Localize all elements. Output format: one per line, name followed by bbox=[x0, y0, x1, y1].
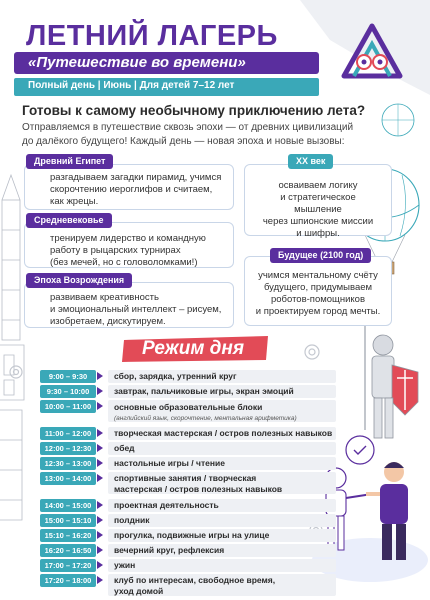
building-sketch bbox=[0, 175, 24, 520]
arrow-icon bbox=[97, 576, 103, 584]
intro-text-line: до далёкого будущего! Каждый день — новая эпоха и новые вызовы: bbox=[22, 136, 345, 147]
schedule-activity bbox=[114, 575, 336, 597]
arrow-icon bbox=[97, 501, 103, 509]
activity-text: мастерская / остров полезных навыков bbox=[114, 484, 283, 494]
arrow-icon bbox=[97, 546, 103, 554]
activity-text: клуб по интересам, свободное время, bbox=[114, 575, 276, 585]
era-text-line: тренируем лидерство и командную bbox=[50, 233, 206, 244]
schedule-time: 17:00 – 17:20 bbox=[40, 559, 96, 572]
era-text-line: будущего, придумываем bbox=[263, 282, 373, 293]
schedule-time: 14:00 – 15:00 bbox=[40, 499, 96, 512]
era-text-line: осваиваем логику bbox=[278, 180, 358, 191]
schedule-time: 15:00 – 15:10 bbox=[40, 514, 96, 527]
schedule-time: 15:10 – 16:20 bbox=[40, 529, 96, 542]
arrow-icon bbox=[97, 531, 103, 539]
schedule-time: 9:00 – 9:30 bbox=[40, 370, 96, 383]
era-text-line: и шифры. bbox=[296, 228, 340, 239]
schedule-time: 13:00 – 14:00 bbox=[40, 472, 96, 485]
era-text-line: через шпионские миссии bbox=[262, 216, 374, 227]
schedule-time: 12:00 – 12:30 bbox=[40, 442, 96, 455]
schedule-activity: полдник bbox=[114, 515, 150, 525]
activity-note: (английский язык, скорочтение, ментальная арифметика) bbox=[114, 415, 297, 422]
schedule-time: 9:30 – 10:00 bbox=[40, 385, 96, 398]
activity-text: основные образовательные блоки bbox=[114, 402, 263, 412]
era-text-line: разгадываем загадки пирамид, учимся bbox=[50, 172, 222, 183]
page-title: ЛЕТНИЙ ЛАГЕРЬ bbox=[26, 20, 278, 52]
era-label-medieval: Средневековье bbox=[26, 213, 112, 228]
arrow-icon bbox=[97, 474, 103, 482]
era-text-egypt bbox=[50, 172, 221, 208]
arrow-icon bbox=[97, 516, 103, 524]
schedule-time: 12:30 – 13:00 bbox=[40, 457, 96, 470]
schedule-activity: обед bbox=[114, 443, 135, 453]
schedule-activity: вечерний круг, рефлексия bbox=[114, 545, 225, 555]
era-text-line: скорочтению иероглифов и считаем, bbox=[50, 184, 213, 195]
era-text-20th-century bbox=[256, 180, 380, 240]
schedule-activity: проектная деятельность bbox=[114, 500, 219, 510]
era-text-line: и проектируем город мечты. bbox=[255, 306, 381, 317]
schedule-activity: прогулка, подвижные игры на улице bbox=[114, 530, 270, 540]
arrow-icon bbox=[97, 561, 103, 569]
era-label-egypt: Древний Египет bbox=[26, 154, 113, 169]
arrow-icon bbox=[97, 459, 103, 467]
activity-text: уход домой bbox=[114, 586, 164, 596]
arrow-icon bbox=[97, 429, 103, 437]
era-text-line: развиваем креативность bbox=[50, 292, 159, 303]
era-text-line: (без мечей, но с головоломками!) bbox=[50, 257, 198, 268]
era-label-20th-century: XX век bbox=[288, 154, 333, 169]
schedule-activity: настольные игры / чтение bbox=[114, 458, 225, 468]
era-text-line: и эмоциональный интеллект – рисуем, bbox=[50, 304, 222, 315]
arrow-icon bbox=[97, 387, 103, 395]
camp-info: Полный день | Июнь | Для детей 7–12 лет bbox=[28, 80, 235, 91]
schedule-time: 11:00 – 12:00 bbox=[40, 427, 96, 440]
intro-text bbox=[22, 121, 372, 149]
era-text-renaissance bbox=[50, 292, 221, 328]
schedule-activity: творческая мастерская / остров полезных навыков bbox=[114, 428, 333, 438]
schedule-activity: завтрак, пальчиковые игры, экран эмоций bbox=[114, 386, 294, 396]
era-text-line: учимся ментальному счёту bbox=[258, 270, 378, 281]
schedule-time: 16:20 – 16:50 bbox=[40, 544, 96, 557]
era-label-renaissance: Эпоха Возрождения bbox=[26, 273, 132, 288]
arrow-icon bbox=[97, 372, 103, 380]
schedule-activity: сбор, зарядка, утренний круг bbox=[114, 371, 237, 381]
era-text-line: работу в рыцарских турнирах bbox=[50, 245, 181, 256]
arrow-icon bbox=[97, 402, 103, 410]
activity-text: спортивные занятия / творческая bbox=[114, 473, 257, 483]
schedule-title: Режим дня bbox=[142, 338, 245, 359]
schedule-time: 10:00 – 11:00 bbox=[40, 400, 96, 413]
era-text-line: как жрецы. bbox=[50, 196, 99, 207]
schedule-time: 17:20 – 18:00 bbox=[40, 574, 96, 587]
intro-headline: Готовы к самому необычному приключению лета? bbox=[22, 103, 366, 118]
arrow-icon bbox=[97, 444, 103, 452]
era-text-line: роботов-помощников bbox=[270, 294, 366, 305]
intro-text-line: Отправляемся в путешествие сквозь эпохи — от древних цивилизаций bbox=[22, 122, 354, 133]
era-text-medieval bbox=[50, 233, 206, 269]
era-text-future bbox=[248, 270, 388, 318]
page-subtitle: «Путешествие во времени» bbox=[28, 54, 246, 71]
schedule-activity: ужин bbox=[114, 560, 136, 570]
schedule-activity bbox=[114, 402, 336, 424]
schedule-activity bbox=[114, 473, 336, 495]
era-text-line: изобретаем, дискутируем. bbox=[50, 316, 166, 327]
era-text-line: и стратегическое мышление bbox=[280, 192, 356, 215]
era-label-future: Будущее (2100 год) bbox=[270, 248, 371, 263]
owl-logo bbox=[338, 22, 406, 80]
